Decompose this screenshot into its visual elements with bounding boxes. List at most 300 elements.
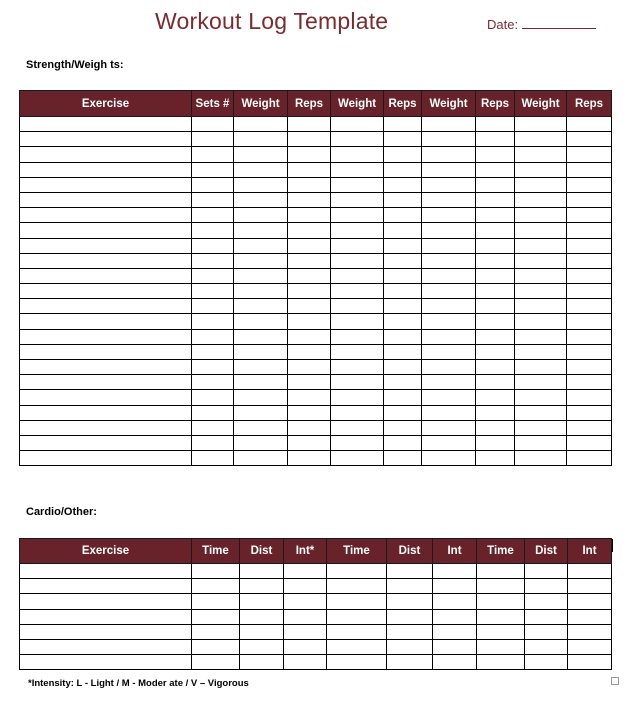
table-cell[interactable] (476, 375, 515, 390)
table-cell[interactable] (234, 435, 288, 450)
table-cell[interactable] (327, 564, 387, 579)
table-cell[interactable] (331, 162, 384, 177)
table-cell[interactable] (515, 284, 567, 299)
table-cell[interactable] (387, 639, 433, 654)
table-cell[interactable] (20, 564, 192, 579)
table-cell[interactable] (20, 208, 192, 223)
table-cell[interactable] (240, 655, 284, 670)
table-cell[interactable] (288, 192, 331, 207)
table-cell[interactable] (192, 405, 234, 420)
table-cell[interactable] (240, 579, 284, 594)
table-cell[interactable] (288, 238, 331, 253)
table-cell[interactable] (331, 375, 384, 390)
table-cell[interactable] (288, 314, 331, 329)
table-cell[interactable] (331, 253, 384, 268)
table-cell[interactable] (192, 451, 234, 466)
table-cell[interactable] (422, 360, 476, 375)
table-cell[interactable] (192, 117, 234, 132)
table-cell[interactable] (288, 177, 331, 192)
table-cell[interactable] (384, 405, 422, 420)
table-cell[interactable] (422, 117, 476, 132)
table-cell[interactable] (288, 405, 331, 420)
table-cell[interactable] (422, 268, 476, 283)
table-cell[interactable] (567, 451, 612, 466)
table-cell[interactable] (234, 375, 288, 390)
table-cell[interactable] (515, 405, 567, 420)
table-cell[interactable] (477, 594, 525, 609)
table-cell[interactable] (288, 147, 331, 162)
table-cell[interactable] (327, 639, 387, 654)
table-cell[interactable] (327, 579, 387, 594)
table-cell[interactable] (422, 162, 476, 177)
table-cell[interactable] (384, 223, 422, 238)
table-cell[interactable] (476, 344, 515, 359)
table-resize-handle[interactable] (611, 677, 619, 685)
table-cell[interactable] (515, 268, 567, 283)
table-cell[interactable] (20, 284, 192, 299)
table-cell[interactable] (288, 132, 331, 147)
table-cell[interactable] (234, 390, 288, 405)
table-cell[interactable] (515, 147, 567, 162)
table-cell[interactable] (284, 624, 327, 639)
table-cell[interactable] (234, 253, 288, 268)
table-cell[interactable] (192, 579, 240, 594)
table-cell[interactable] (331, 177, 384, 192)
table-cell[interactable] (192, 132, 234, 147)
table-cell[interactable] (567, 223, 612, 238)
table-cell[interactable] (476, 284, 515, 299)
table-cell[interactable] (477, 639, 525, 654)
table-cell[interactable] (20, 435, 192, 450)
table-cell[interactable] (192, 147, 234, 162)
table-cell[interactable] (192, 177, 234, 192)
table-cell[interactable] (331, 435, 384, 450)
table-cell[interactable] (20, 117, 192, 132)
table-cell[interactable] (422, 238, 476, 253)
table-cell[interactable] (422, 284, 476, 299)
table-cell[interactable] (567, 147, 612, 162)
table-cell[interactable] (288, 375, 331, 390)
table-cell[interactable] (422, 375, 476, 390)
table-cell[interactable] (288, 117, 331, 132)
table-cell[interactable] (384, 192, 422, 207)
table-cell[interactable] (331, 192, 384, 207)
table-cell[interactable] (422, 390, 476, 405)
table-cell[interactable] (234, 344, 288, 359)
table-cell[interactable] (331, 299, 384, 314)
table-cell[interactable] (515, 375, 567, 390)
table-cell[interactable] (288, 344, 331, 359)
table-cell[interactable] (568, 639, 612, 654)
table-cell[interactable] (477, 609, 525, 624)
table-cell[interactable] (433, 609, 477, 624)
table-cell[interactable] (192, 375, 234, 390)
table-cell[interactable] (288, 284, 331, 299)
table-cell[interactable] (525, 609, 568, 624)
table-cell[interactable] (384, 375, 422, 390)
table-cell[interactable] (240, 594, 284, 609)
table-cell[interactable] (192, 253, 234, 268)
table-cell[interactable] (515, 223, 567, 238)
table-cell[interactable] (234, 192, 288, 207)
table-cell[interactable] (567, 299, 612, 314)
table-cell[interactable] (567, 390, 612, 405)
table-cell[interactable] (384, 177, 422, 192)
table-cell[interactable] (476, 405, 515, 420)
table-cell[interactable] (525, 564, 568, 579)
table-cell[interactable] (515, 117, 567, 132)
table-cell[interactable] (284, 609, 327, 624)
table-cell[interactable] (20, 253, 192, 268)
table-cell[interactable] (20, 299, 192, 314)
table-cell[interactable] (327, 594, 387, 609)
table-cell[interactable] (384, 390, 422, 405)
table-cell[interactable] (422, 405, 476, 420)
table-cell[interactable] (476, 390, 515, 405)
table-cell[interactable] (477, 624, 525, 639)
table-cell[interactable] (568, 594, 612, 609)
table-cell[interactable] (192, 655, 240, 670)
table-cell[interactable] (568, 609, 612, 624)
table-cell[interactable] (20, 405, 192, 420)
table-cell[interactable] (327, 655, 387, 670)
table-cell[interactable] (422, 223, 476, 238)
table-cell[interactable] (192, 329, 234, 344)
table-cell[interactable] (476, 299, 515, 314)
table-cell[interactable] (284, 639, 327, 654)
table-cell[interactable] (192, 223, 234, 238)
table-cell[interactable] (240, 624, 284, 639)
table-cell[interactable] (331, 420, 384, 435)
table-cell[interactable] (288, 451, 331, 466)
table-cell[interactable] (331, 238, 384, 253)
table-cell[interactable] (284, 594, 327, 609)
table-cell[interactable] (515, 360, 567, 375)
table-cell[interactable] (567, 314, 612, 329)
table-cell[interactable] (476, 223, 515, 238)
table-cell[interactable] (433, 624, 477, 639)
table-cell[interactable] (568, 564, 612, 579)
table-cell[interactable] (515, 162, 567, 177)
table-cell[interactable] (20, 147, 192, 162)
table-cell[interactable] (384, 284, 422, 299)
table-cell[interactable] (525, 579, 568, 594)
table-cell[interactable] (387, 609, 433, 624)
table-cell[interactable] (288, 268, 331, 283)
table-cell[interactable] (515, 192, 567, 207)
table-cell[interactable] (331, 284, 384, 299)
table-cell[interactable] (476, 451, 515, 466)
table-cell[interactable] (515, 420, 567, 435)
table-cell[interactable] (20, 579, 192, 594)
table-cell[interactable] (525, 655, 568, 670)
table-cell[interactable] (387, 579, 433, 594)
table-cell[interactable] (567, 329, 612, 344)
table-cell[interactable] (331, 132, 384, 147)
table-cell[interactable] (433, 579, 477, 594)
table-cell[interactable] (288, 223, 331, 238)
table-cell[interactable] (422, 329, 476, 344)
table-cell[interactable] (476, 435, 515, 450)
table-cell[interactable] (192, 420, 234, 435)
table-cell[interactable] (476, 147, 515, 162)
table-cell[interactable] (331, 147, 384, 162)
table-cell[interactable] (567, 117, 612, 132)
table-cell[interactable] (384, 329, 422, 344)
table-cell[interactable] (422, 132, 476, 147)
table-cell[interactable] (331, 405, 384, 420)
table-cell[interactable] (234, 451, 288, 466)
table-cell[interactable] (422, 451, 476, 466)
table-cell[interactable] (234, 314, 288, 329)
table-cell[interactable] (384, 360, 422, 375)
table-cell[interactable] (525, 594, 568, 609)
table-cell[interactable] (476, 253, 515, 268)
table-cell[interactable] (515, 132, 567, 147)
table-cell[interactable] (568, 624, 612, 639)
table-cell[interactable] (384, 299, 422, 314)
table-cell[interactable] (234, 284, 288, 299)
table-cell[interactable] (384, 344, 422, 359)
table-cell[interactable] (20, 162, 192, 177)
table-cell[interactable] (288, 360, 331, 375)
table-cell[interactable] (331, 268, 384, 283)
table-cell[interactable] (20, 314, 192, 329)
table-cell[interactable] (476, 329, 515, 344)
table-cell[interactable] (422, 299, 476, 314)
table-cell[interactable] (387, 655, 433, 670)
table-cell[interactable] (384, 420, 422, 435)
table-cell[interactable] (234, 208, 288, 223)
table-cell[interactable] (422, 192, 476, 207)
table-cell[interactable] (331, 208, 384, 223)
table-cell[interactable] (192, 208, 234, 223)
table-cell[interactable] (422, 344, 476, 359)
table-cell[interactable] (384, 208, 422, 223)
table-cell[interactable] (567, 238, 612, 253)
table-cell[interactable] (331, 390, 384, 405)
table-cell[interactable] (476, 162, 515, 177)
table-cell[interactable] (192, 162, 234, 177)
table-cell[interactable] (288, 390, 331, 405)
table-cell[interactable] (20, 344, 192, 359)
table-cell[interactable] (234, 299, 288, 314)
table-cell[interactable] (515, 208, 567, 223)
table-cell[interactable] (387, 594, 433, 609)
table-cell[interactable] (192, 639, 240, 654)
table-cell[interactable] (476, 192, 515, 207)
table-cell[interactable] (515, 451, 567, 466)
table-cell[interactable] (568, 655, 612, 670)
table-cell[interactable] (567, 208, 612, 223)
table-cell[interactable] (234, 405, 288, 420)
table-cell[interactable] (567, 284, 612, 299)
table-cell[interactable] (384, 268, 422, 283)
table-cell[interactable] (20, 238, 192, 253)
table-cell[interactable] (476, 177, 515, 192)
table-cell[interactable] (234, 268, 288, 283)
table-cell[interactable] (567, 405, 612, 420)
table-cell[interactable] (567, 132, 612, 147)
table-cell[interactable] (192, 564, 240, 579)
table-cell[interactable] (192, 284, 234, 299)
table-cell[interactable] (331, 223, 384, 238)
table-cell[interactable] (288, 329, 331, 344)
table-cell[interactable] (288, 253, 331, 268)
table-cell[interactable] (192, 594, 240, 609)
table-cell[interactable] (422, 147, 476, 162)
table-cell[interactable] (20, 223, 192, 238)
table-cell[interactable] (20, 268, 192, 283)
table-cell[interactable] (240, 639, 284, 654)
table-cell[interactable] (20, 360, 192, 375)
table-cell[interactable] (477, 564, 525, 579)
table-cell[interactable] (567, 253, 612, 268)
table-cell[interactable] (192, 360, 234, 375)
table-cell[interactable] (422, 420, 476, 435)
table-cell[interactable] (20, 177, 192, 192)
table-cell[interactable] (288, 208, 331, 223)
table-cell[interactable] (515, 344, 567, 359)
table-cell[interactable] (515, 314, 567, 329)
table-cell[interactable] (384, 147, 422, 162)
table-cell[interactable] (192, 344, 234, 359)
table-cell[interactable] (568, 579, 612, 594)
table-cell[interactable] (476, 238, 515, 253)
table-cell[interactable] (20, 192, 192, 207)
table-cell[interactable] (331, 117, 384, 132)
table-cell[interactable] (476, 268, 515, 283)
table-cell[interactable] (331, 314, 384, 329)
table-cell[interactable] (192, 238, 234, 253)
table-cell[interactable] (234, 420, 288, 435)
table-cell[interactable] (234, 360, 288, 375)
table-cell[interactable] (515, 177, 567, 192)
table-cell[interactable] (422, 314, 476, 329)
table-cell[interactable] (192, 314, 234, 329)
table-cell[interactable] (384, 253, 422, 268)
table-cell[interactable] (433, 564, 477, 579)
table-cell[interactable] (567, 435, 612, 450)
table-cell[interactable] (433, 594, 477, 609)
table-cell[interactable] (422, 208, 476, 223)
table-cell[interactable] (192, 624, 240, 639)
table-cell[interactable] (476, 208, 515, 223)
table-cell[interactable] (284, 579, 327, 594)
table-cell[interactable] (240, 564, 284, 579)
table-cell[interactable] (288, 162, 331, 177)
table-cell[interactable] (384, 435, 422, 450)
table-cell[interactable] (234, 238, 288, 253)
table-cell[interactable] (20, 132, 192, 147)
table-cell[interactable] (240, 609, 284, 624)
table-cell[interactable] (192, 299, 234, 314)
table-cell[interactable] (515, 299, 567, 314)
table-cell[interactable] (20, 451, 192, 466)
table-cell[interactable] (422, 253, 476, 268)
table-cell[interactable] (234, 147, 288, 162)
table-cell[interactable] (433, 655, 477, 670)
table-cell[interactable] (515, 329, 567, 344)
table-cell[interactable] (384, 132, 422, 147)
table-cell[interactable] (20, 329, 192, 344)
table-cell[interactable] (387, 564, 433, 579)
table-cell[interactable] (288, 435, 331, 450)
table-cell[interactable] (192, 609, 240, 624)
table-cell[interactable] (327, 624, 387, 639)
table-cell[interactable] (192, 192, 234, 207)
table-cell[interactable] (284, 655, 327, 670)
table-cell[interactable] (476, 117, 515, 132)
table-cell[interactable] (477, 655, 525, 670)
table-cell[interactable] (515, 390, 567, 405)
table-cell[interactable] (20, 655, 192, 670)
table-cell[interactable] (192, 390, 234, 405)
table-cell[interactable] (234, 223, 288, 238)
table-cell[interactable] (327, 609, 387, 624)
table-cell[interactable] (384, 238, 422, 253)
table-cell[interactable] (234, 177, 288, 192)
table-cell[interactable] (476, 132, 515, 147)
table-cell[interactable] (20, 639, 192, 654)
table-cell[interactable] (331, 344, 384, 359)
table-cell[interactable] (331, 451, 384, 466)
table-cell[interactable] (234, 132, 288, 147)
table-cell[interactable] (20, 390, 192, 405)
table-cell[interactable] (20, 594, 192, 609)
table-cell[interactable] (192, 268, 234, 283)
table-cell[interactable] (234, 162, 288, 177)
table-cell[interactable] (284, 564, 327, 579)
table-cell[interactable] (567, 375, 612, 390)
table-cell[interactable] (20, 375, 192, 390)
table-cell[interactable] (20, 624, 192, 639)
table-cell[interactable] (567, 268, 612, 283)
date-blank-line[interactable] (522, 15, 596, 29)
table-cell[interactable] (433, 639, 477, 654)
table-cell[interactable] (20, 420, 192, 435)
table-cell[interactable] (515, 435, 567, 450)
table-cell[interactable] (288, 299, 331, 314)
table-cell[interactable] (234, 329, 288, 344)
table-cell[interactable] (477, 579, 525, 594)
table-cell[interactable] (476, 360, 515, 375)
table-cell[interactable] (567, 344, 612, 359)
table-cell[interactable] (288, 420, 331, 435)
table-cell[interactable] (567, 192, 612, 207)
table-cell[interactable] (525, 624, 568, 639)
table-cell[interactable] (567, 177, 612, 192)
table-cell[interactable] (384, 162, 422, 177)
table-cell[interactable] (234, 117, 288, 132)
table-cell[interactable] (384, 117, 422, 132)
table-cell[interactable] (384, 451, 422, 466)
table-cell[interactable] (387, 624, 433, 639)
table-cell[interactable] (515, 253, 567, 268)
table-cell[interactable] (525, 639, 568, 654)
table-cell[interactable] (567, 420, 612, 435)
table-cell[interactable] (515, 238, 567, 253)
table-cell[interactable] (384, 314, 422, 329)
table-cell[interactable] (422, 435, 476, 450)
table-cell[interactable] (331, 329, 384, 344)
table-cell[interactable] (476, 420, 515, 435)
table-cell[interactable] (20, 609, 192, 624)
table-cell[interactable] (422, 177, 476, 192)
table-cell[interactable] (567, 162, 612, 177)
table-cell[interactable] (331, 360, 384, 375)
table-cell[interactable] (567, 360, 612, 375)
